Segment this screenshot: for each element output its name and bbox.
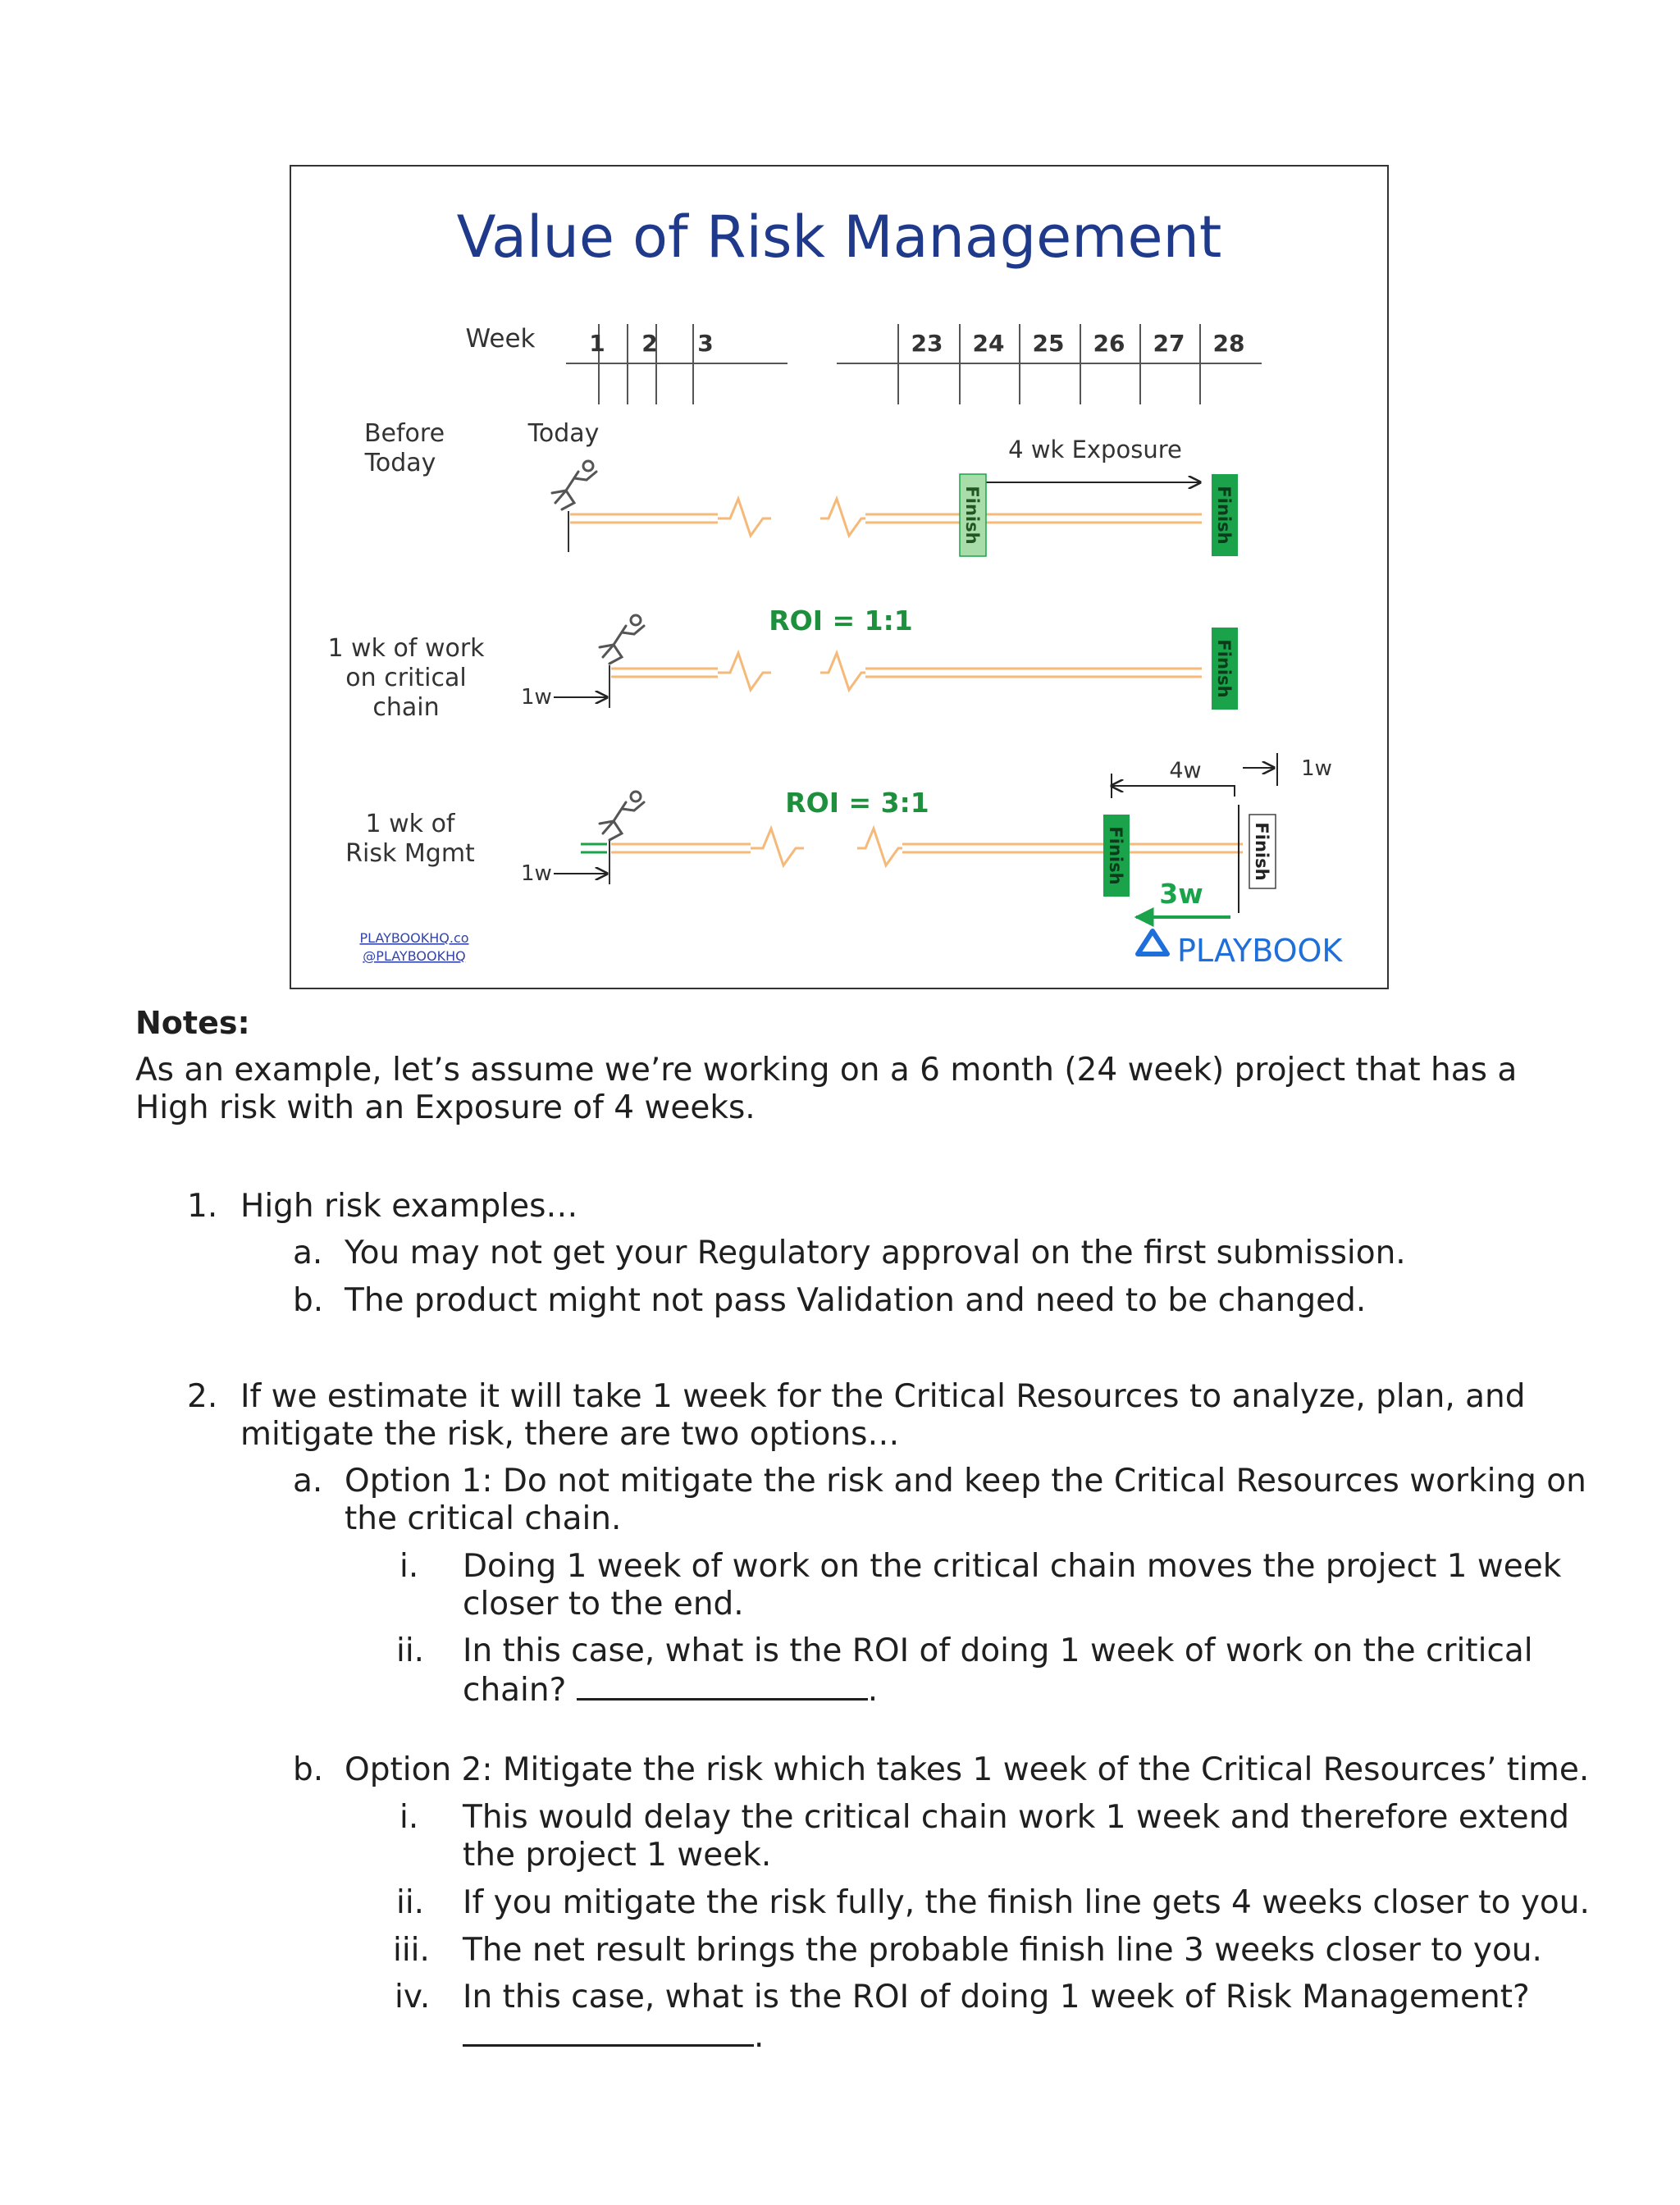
list-marker: b. [293,1751,324,1788]
risk-management-slide [290,165,1389,989]
shift-label-4w: 4w [1169,758,1202,783]
week-tick-25: 25 [1032,330,1065,357]
row-label-work-1: 1 wk of work [327,634,485,663]
chain-line-risk [581,829,1243,884]
list-marker: i. [399,1799,419,1836]
notes-intro: As an example, let’s assume we’re working on a 6 month (24 week) project that has a High risk with an Exposure of 4 weeks. [135,1052,1518,1126]
list-item: If you mitigate the risk fully, the finish line gets 4 weeks closer to you. [463,1884,1590,1921]
answer-blank[interactable] [577,1670,868,1701]
list-item: You may not get your Regulatory approval on the first submission. [345,1235,1406,1271]
week-tick-28: 28 [1212,330,1245,357]
row-label-risk-2: Risk Mgmt [345,839,475,868]
week-tick-2: 2 [641,330,658,357]
row-label-work-3: chain [372,693,440,722]
shift-arrow-4w [1112,786,1235,797]
week-tick-24: 24 [972,330,1005,357]
week-tick-3: 3 [697,330,714,357]
finish-label-current: Finish [1214,486,1234,545]
list-item: Doing 1 week of work on the critical chain moves the project 1 week closer to the end. [463,1548,1562,1623]
row-label-work-2: on critical [345,664,467,692]
list-marker: i. [399,1548,419,1585]
question-text: In this case, what is the ROI of doing 1 week of work on the critical chain? [463,1632,1533,1709]
week-label: Week [465,324,536,354]
question-text: In this case, what is the ROI of doing 1 week of Risk Management? [463,1979,1530,2016]
week-tick-23: 23 [911,330,943,357]
week-tick-26: 26 [1093,330,1125,357]
week-tick-27: 27 [1153,330,1185,357]
finish-label-work: Finish [1214,639,1234,698]
list-marker: 1. [187,1188,218,1225]
list-marker: a. [293,1235,323,1271]
list-marker: 2. [187,1378,218,1415]
today-label: Today [527,419,600,448]
list-item: Option 1: Do not mitigate the risk and keep the Critical Resources working on the critical chain. [345,1463,1586,1537]
list-item: The net result brings the probable finish line 3 weeks closer to you. [463,1932,1542,1969]
shift-label-3w: 3w [1159,878,1203,910]
list-marker: a. [293,1463,323,1500]
finish-label-risk-old: Finish [1252,822,1271,881]
shift-label-1w: 1w [1301,756,1332,781]
list-item: In this case, what is the ROI of doing 1 week of work on the critical chain? . [463,1632,1533,1709]
finish-label-old: Finish [962,486,982,545]
chain-line-work [609,653,1202,708]
row-label-risk-1: 1 wk of [365,810,455,838]
list-item: If we estimate it will take 1 week for the Critical Resources to analyze, plan, and mitigate the risk, there are two options… [240,1378,1526,1453]
list-marker: ii. [396,1632,425,1669]
roi-work: ROI = 1:1 [769,605,913,637]
answer-blank[interactable] [463,2016,754,2047]
one-week-label-risk: 1w [521,861,552,886]
exposure-label: 4 wk Exposure [1008,436,1182,463]
slide-title: Value of Risk Management [456,203,1222,271]
list-item: High risk examples… [240,1188,578,1225]
list-item: The product might not pass Validation and need to be changed. [345,1282,1367,1319]
runner-icon [600,615,644,664]
notes-title: Notes: [135,1005,250,1041]
runner-icon [552,461,596,509]
playbook-logo-icon [1138,931,1167,954]
row-label-before-1: Before [363,419,445,448]
list-item: In this case, what is the ROI of doing 1 week of Risk Management? . [463,1979,1611,2056]
runner-icon [600,792,644,840]
finish-label-risk: Finish [1106,826,1125,885]
roi-risk: ROI = 3:1 [785,787,929,819]
list-item: Option 2: Mitigate the risk which takes 1 week of the Critical Resources’ time. [345,1751,1590,1788]
chain-line-before [568,499,1202,552]
one-week-label-work: 1w [521,685,552,710]
week-tick-1: 1 [589,330,605,357]
social-handle-link[interactable]: @PLAYBOOKHQ [363,948,466,964]
website-link[interactable]: PLAYBOOKHQ.co [359,930,469,946]
list-item: This would delay the critical chain work 1 week and therefore extend the project 1 week. [463,1799,1570,1874]
row-label-before-2: Today [364,449,436,477]
list-marker: b. [293,1282,324,1319]
list-marker: iii. [393,1932,430,1969]
list-marker: ii. [396,1884,425,1921]
list-marker: iv. [395,1979,431,2016]
brand-name: PLAYBOOK [1177,933,1343,969]
